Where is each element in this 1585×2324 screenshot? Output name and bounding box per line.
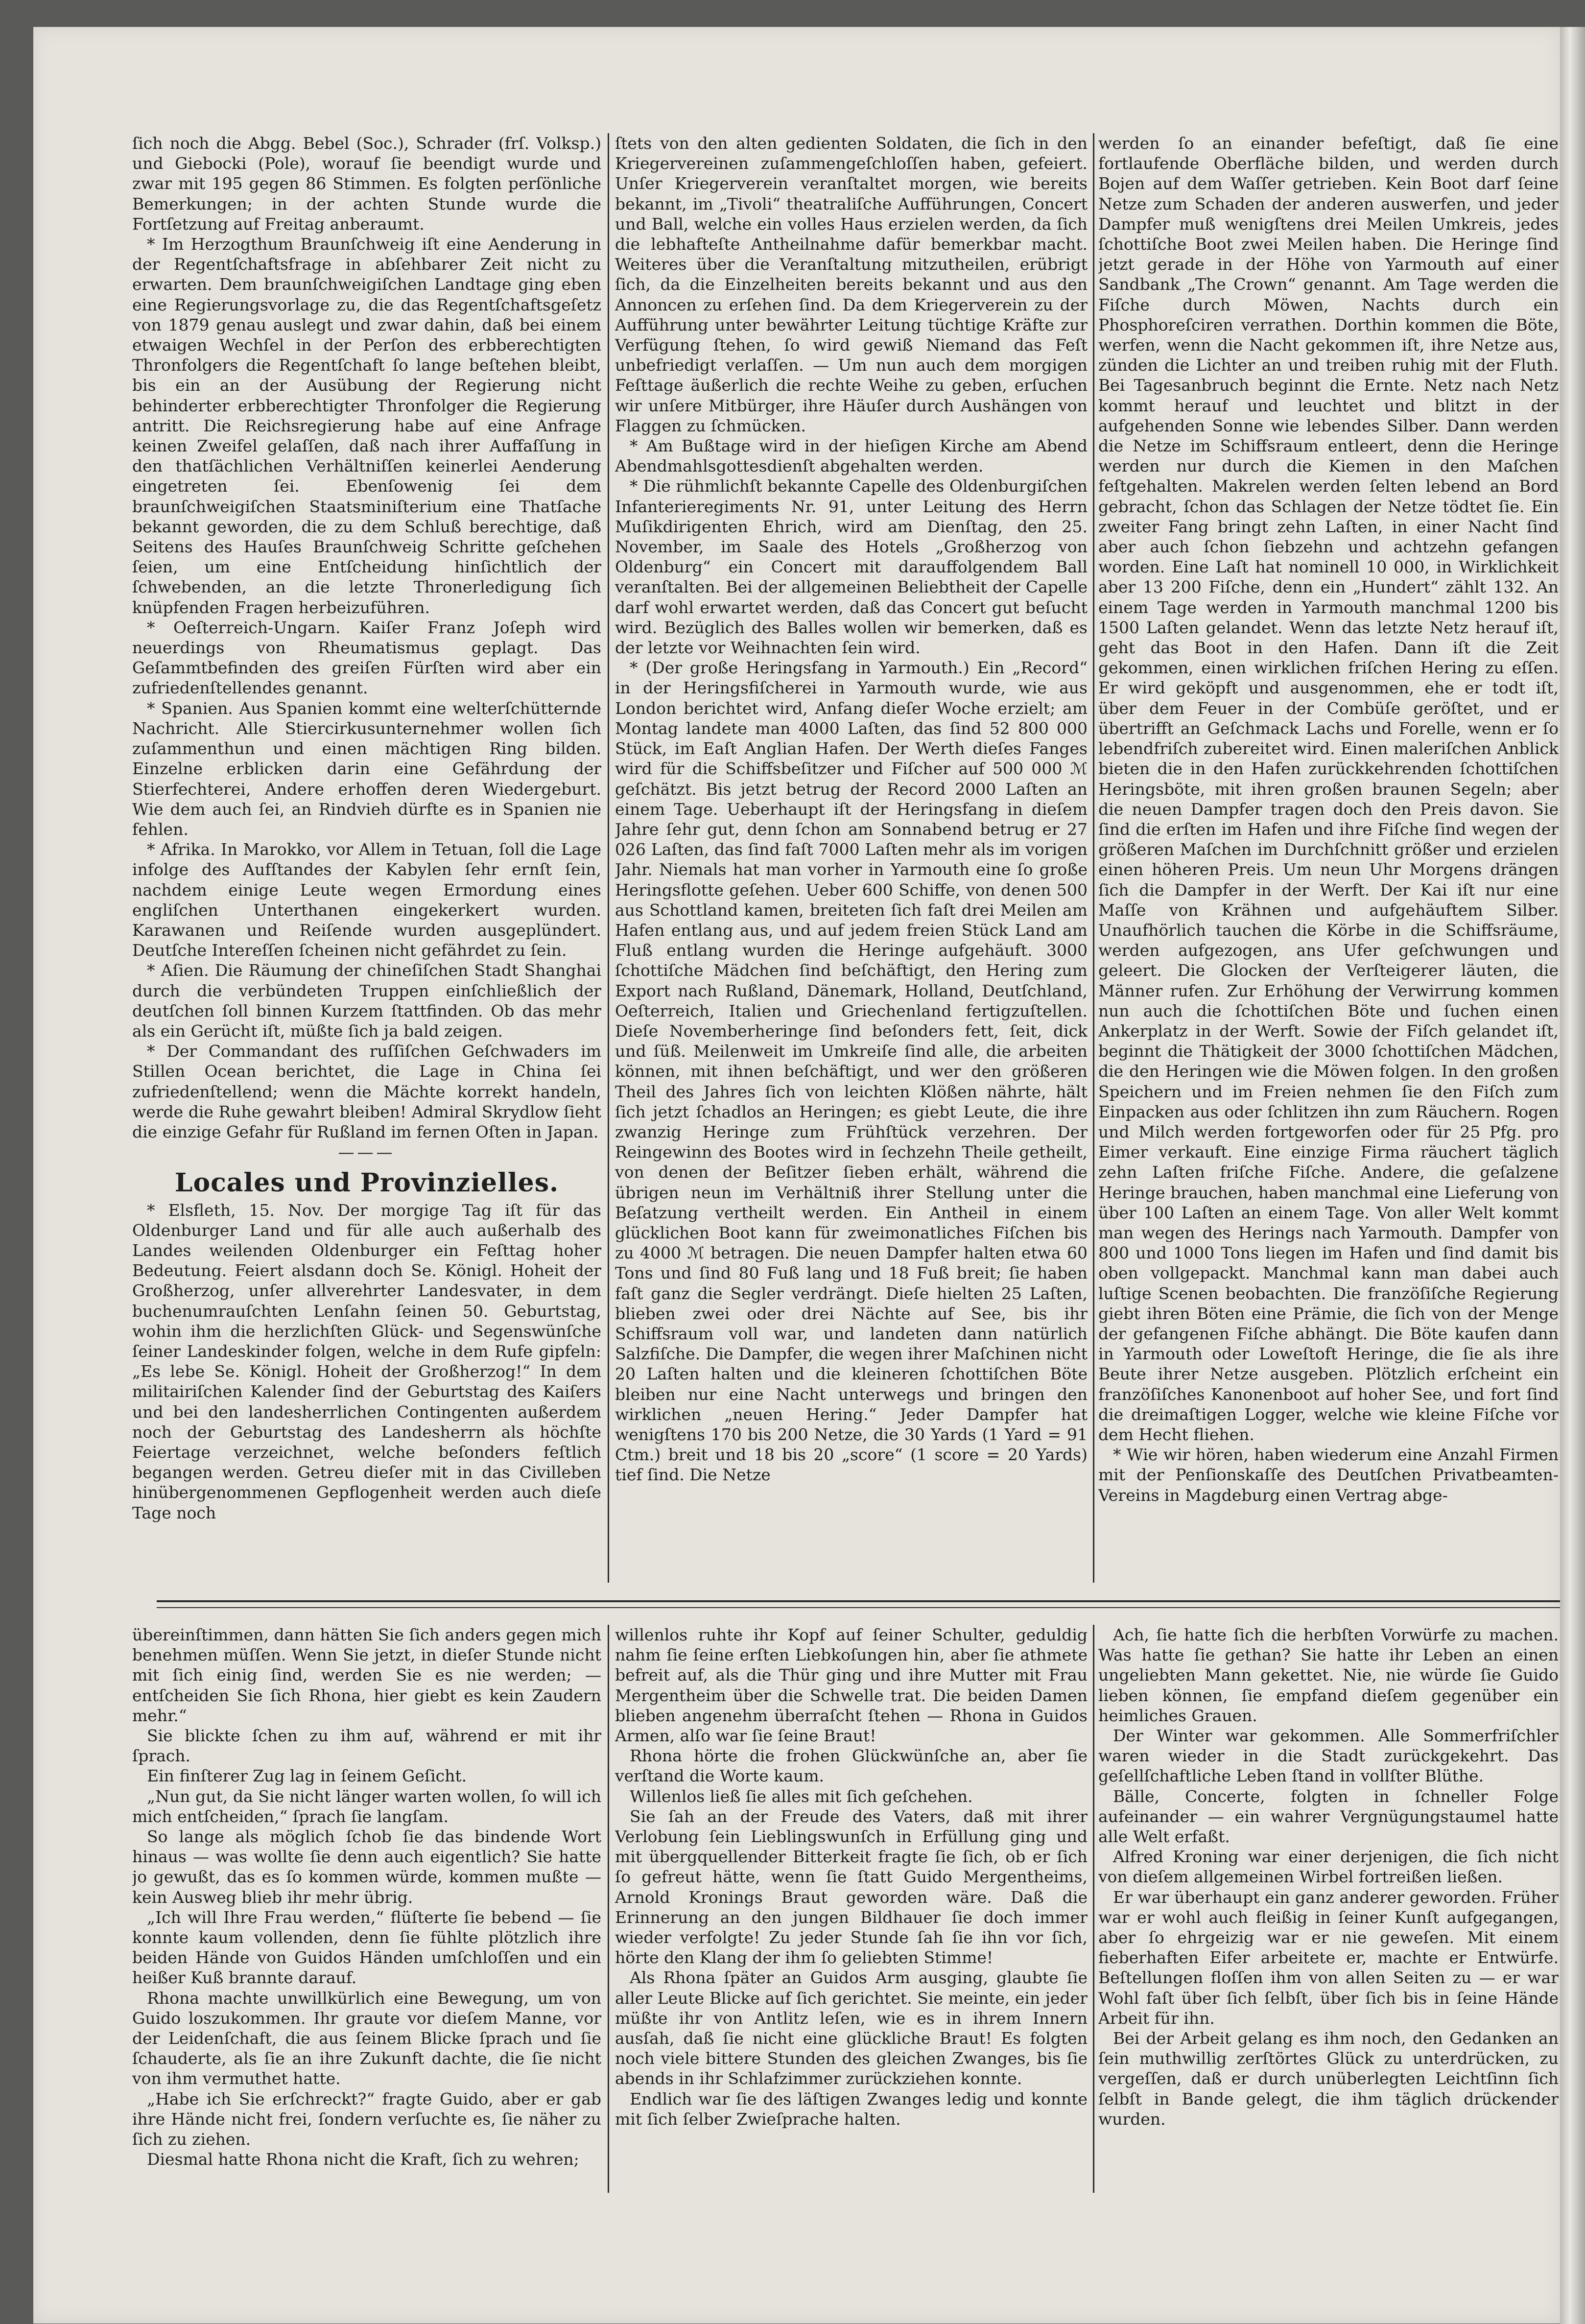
lower-col3-para-6: Bei der Arbeit gelang es ihm noch, den Gedanken an ſein muthwillig zerſtörtes Glück zu unterdrücken, zu vergeſſen, daß er durch unüberlegten Leichtſinn ſich ſelbſt in Bande gelegt, die ihm täglich drückender wurden. bbox=[1098, 2029, 1559, 2129]
upper-col2-para-2: * Am Bußtage wird in der hieſigen Kirche am Abend Abendmahlsgottesdienſt abgehalten werden. bbox=[615, 436, 1088, 476]
lower-col3-para-4: Alfred Kroning war einer derjenigen, die ſich nicht von dieſem allgemeinen Wirbel fortreißen ließen. bbox=[1098, 1847, 1559, 1887]
upper-col1-para-8: * Elsfleth, 15. Nov. Der morgige Tag iſt für das Oldenburger Land und für alle auch außerhalb des Landes weilenden Oldenburger ein Feſttag hoher Bedeutung. Feiert alsdann doch Se. Königl. Hoheit der Großherzog, unſer allverehrter Landesvater, in dem buchenumrauſchten Lenſahn ſeinen 50. Geburtstag, wohin ihm die herzlichſten Glück- und Segenswünſche ſeiner Landeskinder folgen, welche in dem Rufe gipfeln: „Es lebe Se. Königl. Hoheit der Großherzog!“ In dem militairiſchen Kalender ſind der Geburtstag des Kaiſers und bei den landesherrlichen Contingenten außerdem noch der Geburtstag des Landesherrn als höchſte Feiertage verzeichnet, welche beſonders feſtlich begangen werden. Getreu dieſer mit in das Civilleben hinübergenommenen Gepflogenheit werden auch dieſe Tage noch bbox=[132, 1200, 601, 1522]
page-edge bbox=[1560, 27, 1585, 2324]
upper-col1-para-7: * Der Commandant des ruſſiſchen Geſchwaders im Stillen Ocean berichtet, die Lage in China ſei zufriedenſtellend; wenn die Mächte korrekt handeln, werde die Ruhe gewahrt bleiben! Admiral Skrydlow ſieht die einzige Gefahr für Rußland im fernen Oſten in Japan. bbox=[132, 1042, 601, 1141]
lower-col1-para-7: Rhona machte unwillkürlich eine Bewegung, um von Guido loszukommen. Ihr graute vor dieſem Manne, vor der Leidenſchaft, die aus ſeinem Blicke ſprach und ſie ſchauderte, als ſie an ihre Zukunft dachte, die ſie nicht von ihm vermuthet hatte. bbox=[132, 1988, 601, 2088]
upper-col3-para-1: werden ſo an einander befeſtigt, daß ſie eine fortlaufende Oberfläche bilden, und werden durch Bojen auf dem Waſſer getrieben. Kein Boot darf ſeine Netze zum Schaden der anderen auswerfen, und jeder Dampfer muß wenigſtens drei Meilen Umkreis, jedes ſchottiſche Boot zwei Meilen haben. Die Heringe ſind jetzt gerade in der Höhe von Yarmouth auf einer Sandbank „The Crown“ genannt. Am Tage werden die Fiſche durch Möwen, Nachts durch ein Phosphoreſciren verrathen. Dorthin kommen die Böte, werfen, wenn die Nacht gekommen iſt, ihre Netze aus, zünden die Lichter an und treiben ruhig mit der Fluth. Bei Tagesanbruch beginnt die Ernte. Netz nach Netz kommt herauf und leuchtet und blitzt in der aufgehenden Sonne wie lebendes Silber. Dann werden die Netze im Schiffsraum entleert, denn die Heringe werden nur durch die Kiemen in den Maſchen feſtgehalten. Makrelen werden ſelten lebend an Bord gebracht, ſchon das Schlagen der Netze tödtet ſie. Ein zweiter Fang bringt zehn Laſten, in einer Nacht ſind aber auch ſchon ſiebzehn und achtzehn gefangen worden. Eine Laſt hat nominell 10 000, in Wirklichkeit aber 13 200 Fiſche, denn ein „Hundert“ zählt 132. An einem Tage werden in Yarmouth manchmal 1200 bis 1500 Laſten gelandet. Wenn das letzte Netz herauf iſt, geht das Boot in den Hafen. Dann iſt die Zeit gekommen, einen wirklichen friſchen Hering zu eſſen. Er wird geköpft und ausgenommen, ehe er todt iſt, über dem Feuer in der Combüſe geröſtet, und er übertrifft an Geſchmack Lachs und Forelle, wenn er ſo lebendfriſch zubereitet wird. Einen maleriſchen Anblick bieten die in den Hafen zurückkehrenden ſchottiſchen Heringsböte, mit ihren großen braunen Segeln; aber die neuen Dampfer tragen doch den Preis davon. Sie ſind die erſten im Hafen und ihre Fiſche ſind wegen der größeren Maſchen im Durchſchnitt größer und erzielen einen höheren Preis. Um neun Uhr Morgens drängen ſich die Dampfer in der Werft. Der Kai iſt nur eine Maſſe von Krähnen und aufgehäuftem Silber. Unaufhörlich tauchen die Körbe in die Schiffsräume, werden aufgezogen, ans Ufer geſchwungen und geleert. Die Glocken der Verſteigerer läuten, die Männer rufen. Zur Erhöhung der Verwirrung kommen nun auch die ſchottiſchen Böte und ſuchen einen Ankerplatz in der Werft. Sowie der Fiſch gelandet iſt, beginnt die Thätigkeit der 3000 ſchottiſchen Mädchen, die den Heringen wie die Möwen folgen. In den großen Speichern und im Freien nehmen ſie den Fiſch zum Einpacken aus oder ſchlitzen ihn zum Räuchern. Rogen und Milch werden fortgeworfen oder für 25 Pfg. pro Eimer verkauft. Eine einzige Firma räuchert täglich zehn Laſten friſche Fiſche. Andere, die geſalzene Heringe brauchen, haben manchmal eine Lieferung von über 100 Laſten an einem Tage. Von aller Welt kommt man wegen des Herings nach Yarmouth. Dampfer von 800 und 1000 Tons liegen im Hafen und ſind damit bis oben vollgepackt. Manchmal kann man dabei auch luſtige Scenen beobachten. Die franzöſiſche Regierung giebt ihren Böten eine Prämie, die ſich von der Menge der gefangenen Fiſche abhängt. Die Böte kaufen dann in Yarmouth oder Loweſtoft Heringe, die ſie als ihre Beute ihrer Netze ausgeben. Plötzlich erſcheint ein franzöſiſches Kanonenboot auf hoher See, und fort ſind die dreimaſtigen Logger, welche wie kleine Fiſche vor dem Hecht fliehen. bbox=[1098, 134, 1559, 1444]
lower-col1-para-2: Sie blickte ſchen zu ihm auf, während er mit ihr ſprach. bbox=[132, 1726, 601, 1766]
lower-col2-para-4: Sie ſah an der Freude des Vaters, daß mit ihrer Verlobung ſein Lieblingswunſch in Erfüllung ging und mit übergquellender Bitterkeit fragte ſie ſich, ob er ſich ſo gefreut hätte, wenn ſie ſtatt Guido Mergentheims, Arnold Kronings Braut geworden wäre. Daß die Erinnerung an den jungen Bildhauer ſie doch immer wieder verfolgte! Zu jeder Stunde ſah ſie ihn vor ſich, hörte den Klang der ihm ſo geliebten Stimme! bbox=[615, 1806, 1088, 1968]
lower-col1-para-8: „Habe ich Sie erſchreckt?“ fragte Guido, aber er gab ihre Hände nicht frei, ſondern verſuchte es, ſie näher zu ſich zu ziehen. bbox=[132, 2089, 601, 2149]
lower-col2-para-2: Rhona hörte die frohen Glückwünſche an, aber ſie verſtand die Worte kaum. bbox=[615, 1746, 1088, 1786]
upper-col1-para-3: * Oeſterreich-Ungarn. Kaiſer Franz Joſeph wird neuerdings von Rheumatismus geplagt. Das Geſammtbefinden des greiſen Fürſten wird aber ein zufriedenſtellendes genannt. bbox=[132, 617, 601, 698]
lower-col1-para-1: übereinſtimmen, dann hätten Sie ſich anders gegen mich benehmen müſſen. Wenn Sie jetzt, in dieſer Stunde nicht mit ſich einig ſind, werden Sie es nie werden; — entſcheiden Sie ſich Rhona, hier giebt es kein Zaudern mehr.“ bbox=[132, 1625, 601, 1725]
upper-col2-para-3: * Die rühmlichſt bekannte Capelle des Oldenburgiſchen Infanterieregiments Nr. 91, unter Leitung des Herrn Muſikdirigenten Ehrich, wird am Dienſtag, den 25. November, im Saale des Hotels „Großherzog von Oldenburg“ ein Concert mit darauffolgendem Ball veranſtalten. Bei der allgemeinen Beliebtheit der Capelle darf wohl erwartet werden, daß das Concert gut beſucht wird. Bezüglich des Balles wollen wir bemerken, daß es der letzte vor Weihnachten ſein wird. bbox=[615, 476, 1088, 658]
section-heading: Locales und Provinzielles. bbox=[174, 1168, 559, 1198]
upper-col1-para-1: ſich noch die Abgg. Bebel (Soc.), Schrader (frſ. Volksp.) und Giebocki (Pole), worauf ſie beendigt wurde und zwar mit 195 gegen 86 Stimmen. Es folgten perſönliche Bemerkungen; in der achten Stunde wurde die Fortſetzung auf Freitag anberaumt. bbox=[132, 134, 601, 234]
upper-col2-para-4: * (Der große Heringsfang in Yarmouth.) Ein „Record“ in der Heringsfiſcherei in Yarmouth wurde, wie aus London berichtet wird, Anfang dieſer Woche erzielt; am Montag landete man 4000 Laſten, das ſind 52 800 000 Stück, im Eaſt Anglian Hafen. Der Werth dieſes Fanges wird für die Schiffsbeſitzer und Fiſcher auf 500 000 ℳ geſchätzt. Bis jetzt betrug der Record 2000 Laſten an einem Tage. Ueberhaupt iſt der Heringsfang in dieſem Jahre ſehr gut, denn ſchon am Sonnabend betrug er 27 026 Laſten, das ſind faſt 7000 Laſten mehr als im vorigen Jahr. Niemals hat man vorher in Yarmouth eine ſo große Heringsflotte geſehen. Ueber 600 Schiffe, von denen 500 aus Schottland kamen, breiteten ſich faſt drei Meilen am Hafen entlang aus, und auf jedem freien Stück Land am Fluß entlang wurden die Heringe aufgehäuft. 3000 ſchottiſche Mädchen ſind beſchäftigt, den Hering zum Export nach Rußland, Dänemark, Holland, Deutſchland, Oeſterreich, Italien und Griechenland fertigzuſtellen. Dieſe Novemberheringe ſind beſonders fett, ſeit, dick und ſüß. Meilenweit im Umkreiſe ſind alle, die arbeiten können, mit ihnen beſchäftigt, und wer den größeren Theil des Jahres ſich von leichten Klößen nährte, hält ſich jetzt ſchadlos an Heringen; es giebt Leute, die ihre zwanzig Heringe zum Frühſtück verzehren. Der Reingewinn des Bootes wird in ſechzehn Theile getheilt, von denen der Beſitzer ſieben erhält, während die übrigen neun im Verhältniß ihrer Stellung unter die Beſatzung vertheilt werden. Ein Antheil in einem glücklichen Boot kann für zweimonatliches Fiſchen bis zu 4000 ℳ betragen. Die neuen Dampfer halten etwa 60 Tons und ſind 80 Fuß lang und 18 Fuß breit; ſie haben faſt ganz die Segler verdrängt. Dieſe hielten 25 Laſten, blieben zwei oder drei Nächte auf See, bis ihr Schiffsraum voll war, und landeten dann natürlich Salzfiſche. Die Dampfer, die wegen ihrer Maſchinen nicht 20 Laſten halten und die kleineren ſchottiſchen Böte bleiben nur eine Nacht unterwegs und bringen den wirklichen „neuen Hering.“ Jeder Dampfer hat wenigſtens 170 bis 200 Netze, die 30 Yards (1 Yard = 91 Ctm.) breit und 18 bis 20 „score“ (1 score = 20 Yards) tief ſind. Die Netze bbox=[615, 658, 1088, 1485]
lower-col2-para-1: willenlos ruhte ihr Kopf auf ſeiner Schulter, geduldig nahm ſie ſeine erſten Liebkoſungen hin, aber ſie athmete befreit auf, als die Thür ging und ihre Mutter mit Frau Mergentheim über die Schwelle trat. Die beiden Damen blieben angenehm überraſcht ſtehen — Rhona in Guidos Armen, alſo war ſie ſeine Braut! bbox=[615, 1625, 1088, 1746]
upper-col3-para-2: * Wie wir hören, haben wiederum eine Anzahl Firmen mit der Penſionskaſſe des Deutſchen Privatbeamten-Vereins in Magdeburg einen Vertrag abge- bbox=[1098, 1445, 1559, 1505]
lower-col1-para-5: So lange als möglich ſchob ſie das bindende Wort hinaus — was wollte ſie denn auch eigentlich? Sie hatte jo gewußt, das es ſo kommen würde, kommen mußte — kein Ausweg blieb ihr mehr übrig. bbox=[132, 1827, 601, 1907]
column-rule-lower-1 bbox=[608, 1625, 609, 2193]
column-rule-upper-1 bbox=[608, 133, 609, 1583]
feuilleton-rule-bottom bbox=[157, 1607, 1560, 1608]
upper-column-2 bbox=[615, 133, 1088, 1583]
lower-col3-para-3: Bälle, Concerte, folgten in ſchneller Folge aufeinander — ein wahrer Vergnügungstaumel hatte alle Welt erfaßt. bbox=[1098, 1786, 1559, 1847]
lower-col2-para-5: Als Rhona ſpäter an Guidos Arm ausging, glaubte ſie aller Leute Blicke auf ſich gerichtet. Sie meinte, ein jeder müßte ihr von Antlitz leſen, wie es in ihrem Innern ausſah, daß ſie nicht eine glückliche Braut! Es folgten noch viele bittere Stunden des gleichen Zwanges, bis ſie abends in ihr Schlafzimmer zurückziehen konnte. bbox=[615, 1968, 1088, 2088]
lower-col3-para-2: Der Winter war gekommen. Alle Sommerfriſchler waren wieder in die Stadt zurückgekehrt. Das geſellſchaftliche Leben ſtand in vollſter Blüthe. bbox=[1098, 1726, 1559, 1786]
upper-col2-para-1: ſtets von den alten gedienten Soldaten, die ſich in den Kriegervereinen zuſammengeſchloſſen haben, gefeiert. Unſer Kriegerverein veranſtaltet morgen, wie bereits bekannt, im „Tivoli“ theatraliſche Aufführungen, Concert und Ball, welche ein volles Haus erzielen werden, da ſich die lebhafteſte Antheilnahme dafür bemerkbar macht. Weiteres über die Veranſtaltung mitzutheilen, erübrigt ſich, da die Einzelheiten bereits bekannt und aus den Annoncen zu erſehen ſind. Da dem Kriegerverein zu der Aufführung unter bewährter Leitung tüchtige Kräfte zur Verfügung ſtehen, ſo wird gewiß Niemand das Feſt unbefriedigt verlaſſen. — Um nun auch dem morgigen Feſttage äußerlich die rechte Weihe zu geben, erſuchen wir unſere Mitbürger, ihre Häuſer durch Aushängen von Flaggen zu ſchmücken. bbox=[615, 134, 1088, 435]
upper-col1-para-4: * Spanien. Aus Spanien kommt eine welterſchütternde Nachricht. Alle Stiercirkusunternehmer wollen ſich zuſammenthun und einen mächtigen Ring bilden. Einzelne erblicken darin eine Gefährdung der Stierfechterei, Andere erhoffen deren Wiedergeburt. Wie dem auch ſei, an Rindvieh dürfte es in Spanien nie fehlen. bbox=[132, 698, 601, 839]
column-rule-upper-2 bbox=[1093, 133, 1094, 1583]
lower-column-1 bbox=[132, 1625, 601, 2193]
upper-col1-para-5: * Afrika. In Marokko, vor Allem in Tetuan, ſoll die Lage infolge des Aufſtandes der Kabylen ſehr ernſt ſein, nachdem einige Leute wegen Ermordung eines engliſchen Unterthanen eingekerkert wurden. Karawanen und Reiſende wurden ausgeplündert. Deutſche Intereſſen ſcheinen nicht gefährdet zu ſein. bbox=[132, 840, 601, 960]
lower-col1-para-6: „Ich will Ihre Frau werden,“ flüſterte ſie bebend — ſie konnte kaum vollenden, denn ſie fühlte plötzlich ihre beiden Hände von Guidos Händen umſchloſſen und ein heißer Kuß brannte darauf. bbox=[132, 1907, 601, 1988]
lower-col1-para-3: Ein finſterer Zug lag in ſeinem Geſicht. bbox=[147, 1766, 467, 1786]
lower-col2-para-3: Willenlos ließ ſie alles mit ſich geſchehen. bbox=[630, 1786, 973, 1806]
section-divider: ——— bbox=[338, 1142, 396, 1162]
column-rule-lower-2 bbox=[1093, 1625, 1094, 2193]
feuilleton-rule-top bbox=[157, 1600, 1560, 1602]
upper-column-1 bbox=[132, 133, 601, 1583]
upper-col1-para-6: * Aſien. Die Räumung der chineſiſchen Stadt Shanghai durch die verbündeten Truppen einſchließlich der deutſchen ſoll binnen Kurzem ſtattfinden. Ob das mehr als ein Gerücht iſt, müßte ſich ja bald zeigen. bbox=[132, 961, 601, 1041]
lower-col1-para-9: Diesmal hatte Rhona nicht die Kraft, ſich zu wehren; bbox=[147, 2150, 579, 2169]
lower-column-3 bbox=[1098, 1625, 1559, 2193]
lower-col3-para-1: Ach, ſie hatte ſich die herbſten Vorwürfe zu machen. Was hatte ſie gethan? Sie hatte ihr Leben an einen ungeliebten Mann gekettet. Nie, nie würde ſie Guido lieben können, ſie empfand dieſem gegenüber ein heimliches Grauen. bbox=[1098, 1625, 1559, 1725]
lower-col3-para-5: Er war überhaupt ein ganz anderer geworden. Früher war er wohl auch fleißig in ſeiner Kunſt aufgegangen, aber ſo ehrgeizig war er nie geweſen. Mit einem fieberhaften Eifer arbeitete er, machte er Entwürfe. Beſtellungen floſſen ihm von allen Seiten zu — er war Wohl faſt über ſich ſelbſt, über ſich bis in ſeine Hände Arbeit für ihn. bbox=[1098, 1887, 1559, 2028]
lower-col1-para-4: „Nun gut, da Sie nicht länger warten wollen, ſo will ich mich entſcheiden,“ ſprach ſie langſam. bbox=[132, 1786, 601, 1826]
lower-column-2 bbox=[615, 1625, 1088, 2193]
lower-col2-para-6: Endlich war ſie des läſtigen Zwanges ledig und konnte mit ſich ſelber Zwieſprache halten. bbox=[615, 2089, 1088, 2129]
upper-column-3 bbox=[1098, 133, 1559, 1583]
upper-col1-para-2: * Im Herzogthum Braunſchweig iſt eine Aenderung in der Regentſchaftsfrage in abſehbarer Zeit nicht zu erwarten. Dem braunſchweigiſchen Landtage ging eben eine Regierungsvorlage zu, die das Regentſchaftsgeſetz von 1879 genau auslegt und zwar dahin, daß bei einem etwaigen Wechſel in der Perſon des erbberechtigten Thronfolgers die Regentſchaft ſo lange beſtehen bleibt, bis ein an der Ausübung der Regierung nicht behinderter erbberechtigter Thronfolger die Regierung antritt. Die Reichsregierung habe auf eine Anfrage keinen Zweifel gelaſſen, daß nach ihrer Auffaſſung in den thatſächlichen Verhältniſſen keinerlei Aenderung eingetreten ſei. Ebenſowenig ſei dem braunſchweigiſchen Staatsminiſterium eine Thatſache bekannt geworden, die zu dem Schluß berechtige, daß Seitens des Hauſes Braunſchweig Schritte geſchehen ſeien, um eine Entſcheidung hinſichtlich der ſchwebenden, an die letzte Thronerledigung ſich knüpfenden Fragen herbeizuführen. bbox=[132, 235, 601, 617]
